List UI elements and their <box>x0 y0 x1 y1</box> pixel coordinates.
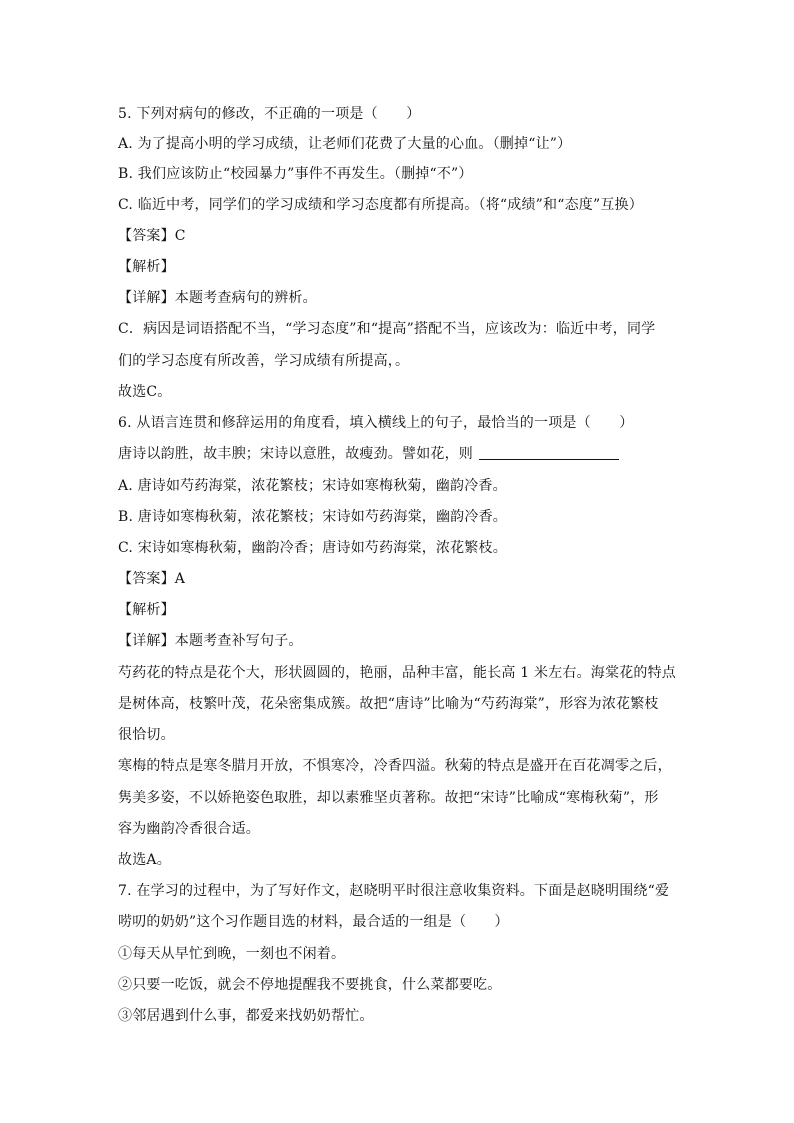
q7-stem-line-1: 7. 在学习的过程中，为了写好作文，赵晓明平时很注意收集资料。下面是赵晓明围绕“爱 <box>118 883 670 899</box>
q6-paragraph1-line-1: 芍药花的特点是花个大，形状圆圆的，艳丽，品种丰富，能长高 1 米左右。海棠花的特点 <box>118 665 677 681</box>
q6-sentence <box>118 444 619 464</box>
q6-paragraph2-line-3: 容为幽韵冷香很合适。 <box>118 821 260 837</box>
q7-item-2: ②只要一吃饭，就会不停地提醒我不要挑食，什么菜都要吃。 <box>118 977 502 993</box>
q7-item-1: ①每天从早忙到晚，一刻也不闲着。 <box>118 946 346 962</box>
q6-choose: 故选A。 <box>118 852 171 868</box>
q6-analysis-heading: 【解析】 <box>118 602 175 618</box>
q6-paragraph2-line-1: 寒梅的特点是寒冬腊月开放，不惧寒冷，冷香四溢。秋菊的特点是盛开在百花凋零之后， <box>118 758 672 774</box>
q5-answer: 【答案】C <box>118 228 186 244</box>
q5-explanation-line-2: 们的学习态度有所改善，学习成绩有所提高，。 <box>118 353 410 369</box>
q6-answer: 【答案】A <box>118 571 186 587</box>
q5-option-a: A. 为了提高小明的学习成绩，让老师们花费了大量的心血。（删掉“让”） <box>118 136 572 152</box>
q7-stem-line-2: 唠叨的奶奶”这个习作题目选的材料，最合适的一组是（ ） <box>118 914 509 930</box>
q6-option-b: B. 唐诗如寒梅秋菊，浓花繁枝；宋诗如芍药海棠，幽韵冷香。 <box>118 509 507 525</box>
q5-option-c: C. 临近中考，同学们的学习成绩和学习态度都有所提高。（将“成绩”和“态度”互换） <box>118 197 643 213</box>
q6-option-a: A. 唐诗如芍药海棠，浓花繁枝；宋诗如寒梅秋菊，幽韵冷香。 <box>118 478 507 494</box>
fill-blank-line <box>479 445 619 460</box>
q6-paragraph1-line-3: 很恰切。 <box>118 727 175 743</box>
q5-choose: 故选C。 <box>118 384 172 400</box>
q6-paragraph2-line-2: 隽美多姿，不以娇艳姿色取胜，却以素雅坚贞著称。故把“宋诗”比喻成“寒梅秋菊”，形 <box>118 790 659 806</box>
q6-sentence-text: 唐诗以韵胜，故丰腴；宋诗以意胜，故瘦劲。譬如花，则 <box>118 446 473 462</box>
q5-explanation-line-1: C．病因是词语搭配不当，“学习态度”和“提高”搭配不当，应该改为：临近中考，同学 <box>118 321 656 337</box>
q5-option-b: B. 我们应该防止“校园暴力”事件不再发生。（删掉“不”） <box>118 166 473 182</box>
q6-stem: 6. 从语言连贯和修辞运用的角度看，填入横线上的句子，最恰当的一项是（ ） <box>118 415 634 431</box>
q5-detail: 【详解】本题考查病句的辨析。 <box>118 290 317 306</box>
q6-option-c: C. 宋诗如寒梅秋菊，幽韵冷香；唐诗如芍药海棠，浓花繁枝。 <box>118 540 507 556</box>
q7-item-3: ③邻居遇到什么事，都爱来找奶奶帮忙。 <box>118 1008 374 1024</box>
q5-stem: 5. 下列对病句的修改，不正确的一项是（ ） <box>118 106 421 122</box>
q5-analysis-heading: 【解析】 <box>118 259 175 275</box>
q6-detail: 【详解】本题考查补写句子。 <box>118 633 303 649</box>
q6-paragraph1-line-2: 是树体高，枝繁叶茂，花朵密集成簇。故把“唐诗”比喻为“芍药海棠”，形容为浓花繁枝 <box>118 696 659 712</box>
